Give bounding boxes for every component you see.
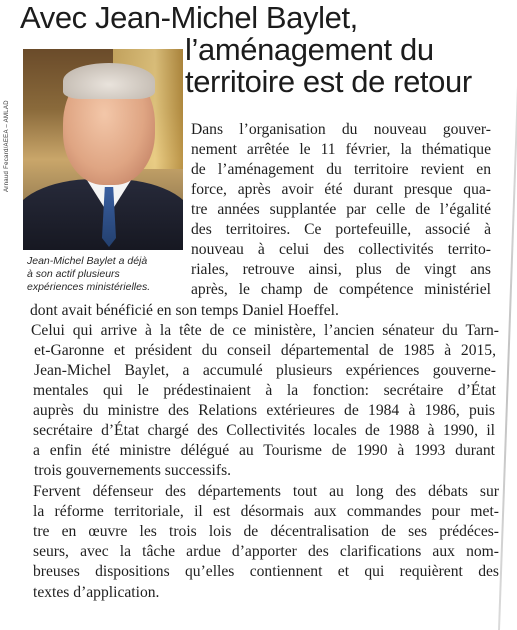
- body-line: Dans l’organisation du nouveau gouver-: [191, 121, 491, 138]
- photo-credit: Arnaud Fecard/AEEA – AMLAD: [4, 100, 10, 192]
- headline-line-2: l’aménagement du: [185, 32, 434, 67]
- photo-caption: [27, 255, 182, 294]
- body-line: Celui qui arrive à la tête de ce ministère, l’ancien sénateur du Tarn-: [31, 322, 499, 339]
- body-line: breuses dispositions qu’elles contiennent et qui requièrent des: [33, 563, 499, 580]
- body-line: la réforme territoriale, il est désormais aux commandes pour met-: [33, 503, 499, 520]
- body-line: trois gouvernements successifs.: [34, 462, 232, 479]
- body-line: nouveau à celui des collectivités territo-: [191, 241, 491, 258]
- body-line: dont avait bénéficié en son temps Daniel Hoeffel.: [30, 302, 339, 319]
- body-line: après, le champ de compétence ministériel: [191, 281, 491, 298]
- portrait-photo: [23, 49, 183, 250]
- body-line: riales, retrouve ainsi, plus de vingt ans: [191, 261, 491, 278]
- caption-line: Jean-Michel Baylet a déjà: [27, 255, 148, 267]
- body-line: de l’aménagement du territoire revient en: [191, 161, 491, 178]
- body-line: des territoires. Ce portefeuille, associé à: [191, 221, 491, 238]
- caption-line: expériences ministérielles.: [27, 281, 151, 293]
- body-line: seurs, avec la tâche ardue d’apporter des clarifications aux nom-: [33, 543, 499, 560]
- body-line: tre années supplantée par celle de l’égalité: [191, 201, 491, 218]
- page-fold-edge: [498, 0, 517, 630]
- body-line: secrétaire d’État chargé des Collectivités locales de 1988 à 1990, il: [33, 422, 495, 439]
- body-line: auprès du ministre des Relations extérieures de 1984 à 1986, puis: [33, 402, 495, 419]
- headline-line-3: territoire est de retour: [185, 64, 472, 99]
- body-line: nement arrêtée le 11 février, la thématique: [191, 141, 491, 158]
- body-line: et-Garonne et président du conseil départemental de 1985 à 2015,: [34, 342, 496, 359]
- headline-line-1: Avec Jean-Michel Baylet,: [20, 0, 358, 35]
- body-line: tre en œuvre les trois lois de décentralisation de ses prédéces-: [33, 523, 499, 540]
- body-line: a enfin été ministre délégué au Tourisme de 1990 à 1993 durant: [33, 442, 495, 459]
- body-line: Jean-Michel Baylet, a accumulé plusieurs expériences gouverne-: [34, 362, 496, 379]
- body-line: mentales qui le prédestinaient à la fonction: secrétaire d’État: [33, 382, 496, 399]
- caption-line: à son actif plusieurs: [27, 268, 120, 280]
- body-line: textes d’application.: [33, 584, 160, 601]
- photo-hair: [63, 63, 155, 99]
- body-line: Fervent défenseur des départements tout au long des débats sur: [33, 483, 499, 500]
- body-line: force, après avoir été durant presque qua-: [191, 181, 491, 198]
